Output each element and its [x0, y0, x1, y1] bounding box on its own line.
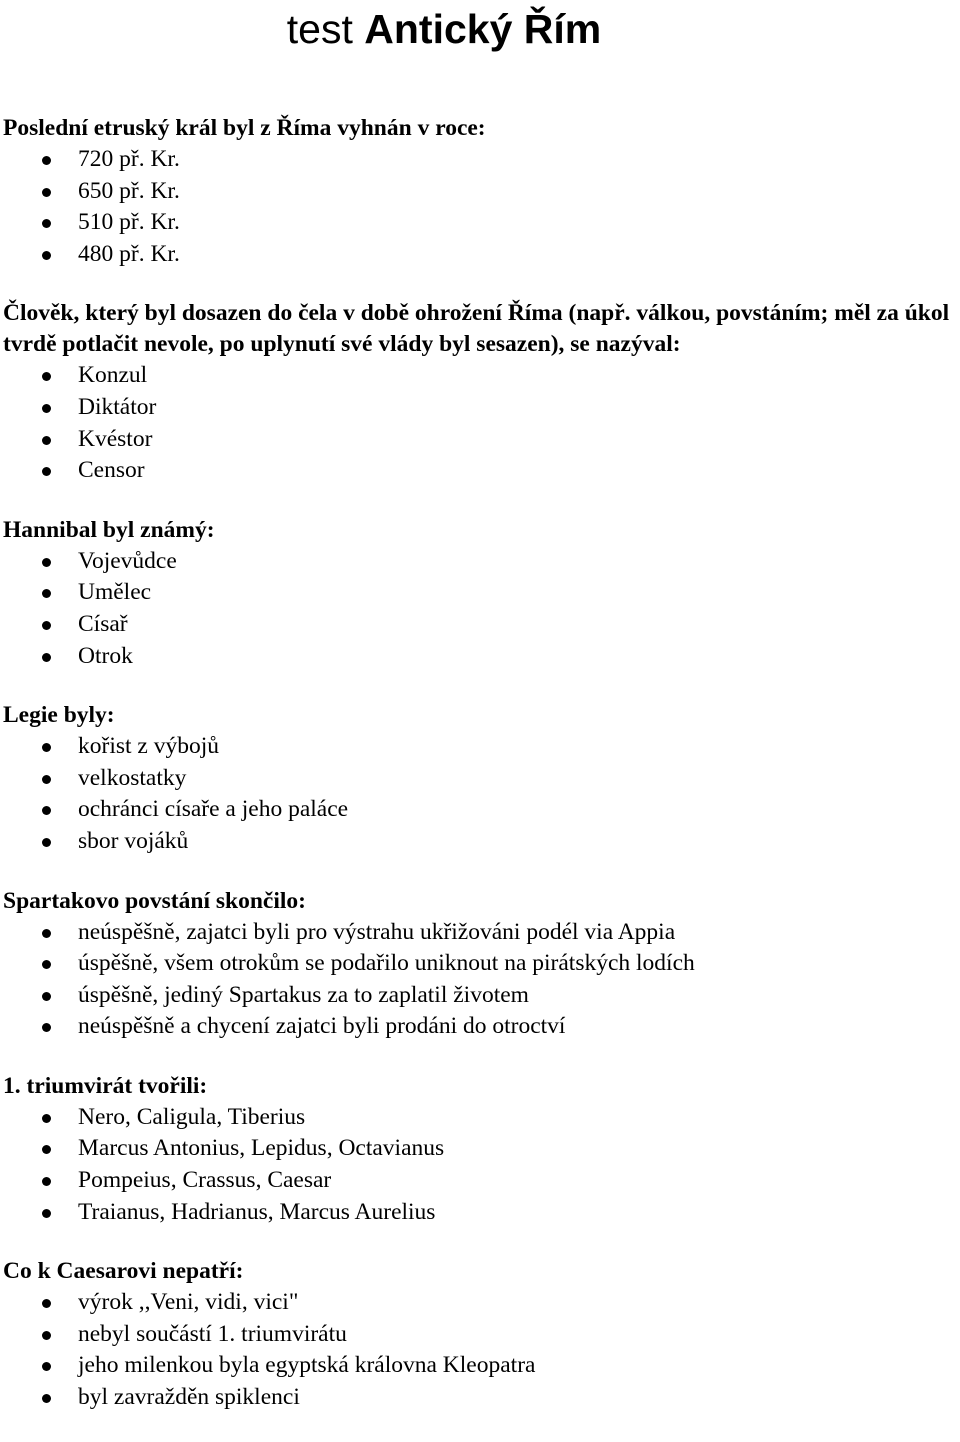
answer-option-label: Pompeius, Crassus, Caesar — [78, 1167, 332, 1194]
bullet-icon — [42, 404, 51, 413]
answer-option-label: Otrok — [78, 642, 133, 669]
answer-option — [3, 1133, 958, 1165]
answer-option — [3, 794, 958, 826]
answer-option-label: nebyl součástí 1. triumvirátu — [78, 1320, 347, 1347]
bullet-icon — [42, 156, 51, 165]
answer-option — [3, 641, 958, 673]
question-block — [3, 113, 958, 270]
answer-option-label: ochránci císaře a jeho paláce — [78, 796, 349, 823]
answer-option — [3, 546, 958, 578]
answer-option-label: kořist z výbojů — [78, 733, 219, 760]
bullet-icon — [42, 1023, 51, 1032]
answer-option — [3, 1011, 958, 1043]
answer-option-label: Censor — [78, 457, 145, 484]
question-text: Legie byly: — [3, 702, 115, 729]
bullet-icon — [42, 372, 51, 381]
answer-option-label: Kvéstor — [78, 425, 153, 452]
answer-option-label: 650 př. Kr. — [78, 177, 180, 204]
answer-options — [3, 1287, 958, 1413]
bullet-icon — [42, 806, 51, 815]
bullet-icon — [42, 1394, 51, 1403]
bullet-icon — [42, 1209, 51, 1218]
answer-option — [3, 609, 958, 641]
answer-option-label: výrok ,,Veni, vidi, vici" — [78, 1289, 299, 1316]
answer-option-label: neúspěšně, zajatci byli pro výstrahu ukřižováni podél via Appia — [78, 918, 676, 945]
answer-option-label: Vojevůdce — [78, 547, 177, 574]
answer-option — [3, 1197, 958, 1229]
answer-option — [3, 144, 958, 176]
answer-option — [3, 577, 958, 609]
bullet-icon — [42, 960, 51, 969]
answer-option — [3, 763, 958, 795]
answer-options — [3, 731, 958, 857]
answer-option-label: Umělec — [78, 579, 152, 606]
bullet-icon — [42, 558, 51, 567]
bullet-icon — [42, 188, 51, 197]
bullet-icon — [42, 929, 51, 938]
bullet-icon — [42, 1362, 51, 1371]
bullet-icon — [42, 1331, 51, 1340]
title-main: Antický Řím — [364, 6, 602, 52]
answer-options — [3, 144, 958, 270]
bullet-icon — [42, 589, 51, 598]
bullet-icon — [42, 219, 51, 228]
answer-option — [3, 207, 958, 239]
answer-option — [3, 980, 958, 1012]
answer-option — [3, 826, 958, 858]
question-block — [3, 1071, 958, 1228]
bullet-icon — [42, 1177, 51, 1186]
bullet-icon — [42, 1145, 51, 1154]
answer-option — [3, 1350, 958, 1382]
answer-option — [3, 392, 958, 424]
answer-option — [3, 1382, 958, 1414]
answer-option-label: byl zavražděn spiklenci — [78, 1384, 300, 1411]
answer-option — [3, 1102, 958, 1134]
bullet-icon — [42, 251, 51, 260]
answer-option — [3, 360, 958, 392]
answer-option-label: Nero, Caligula, Tiberius — [78, 1103, 306, 1130]
answer-options — [3, 360, 958, 486]
answer-option — [3, 1319, 958, 1351]
answer-option-label: Marcus Antonius, Lepidus, Octavianus — [78, 1135, 445, 1162]
answer-option — [3, 176, 958, 208]
answer-option — [3, 1287, 958, 1319]
question-list — [3, 113, 958, 1442]
answer-options — [3, 1102, 958, 1228]
page-title — [0, 4, 888, 54]
answer-option-label: neúspěšně a chycení zajatci byli prodáni do otroctví — [78, 1013, 566, 1040]
bullet-icon — [42, 1299, 51, 1308]
answer-option-label: Císař — [78, 610, 128, 637]
answer-option-label: Konzul — [78, 362, 148, 389]
answer-option-label: sbor vojáků — [78, 827, 189, 854]
answer-option-label: úspěšně, všem otrokům se podařilo uniknout na pirátských lodích — [78, 950, 695, 977]
bullet-icon — [42, 436, 51, 445]
answer-option-label: 480 př. Kr. — [78, 240, 180, 267]
bullet-icon — [42, 838, 51, 847]
question-block — [3, 298, 958, 486]
question-text: Spartakovo povstání skončilo: — [3, 887, 306, 914]
answer-options — [3, 546, 958, 672]
bullet-icon — [42, 775, 51, 784]
answer-option — [3, 731, 958, 763]
answer-options — [3, 917, 958, 1043]
question-text: 1. triumvirát tvořili: — [3, 1072, 208, 1099]
bullet-icon — [42, 992, 51, 1001]
title-prefix: test — [286, 6, 353, 52]
question-text: Hannibal byl známý: — [3, 516, 215, 543]
question-block — [3, 515, 958, 672]
answer-option-label: Diktátor — [78, 393, 157, 420]
question-text: Co k Caesarovi nepatří: — [3, 1258, 244, 1285]
answer-option-label: 510 př. Kr. — [78, 209, 180, 236]
answer-option — [3, 1165, 958, 1197]
answer-option — [3, 917, 958, 949]
bullet-icon — [42, 653, 51, 662]
bullet-icon — [42, 1114, 51, 1123]
answer-option-label: 720 př. Kr. — [78, 146, 180, 172]
answer-option-label: úspěšně, jediný Spartakus za to zaplatil životem — [78, 981, 529, 1008]
answer-option-label: jeho milenkou byla egyptská královna Kleopatra — [78, 1352, 536, 1379]
answer-option — [3, 239, 958, 271]
bullet-icon — [42, 467, 51, 476]
answer-option — [3, 948, 958, 980]
question-block — [3, 1256, 958, 1413]
answer-option-label: velkostatky — [78, 764, 187, 791]
bullet-icon — [42, 621, 51, 630]
question-block — [3, 700, 958, 857]
answer-option-label: Traianus, Hadrianus, Marcus Aurelius — [78, 1198, 436, 1225]
question-text: Poslední etruský král byl z Říma vyhnán v roce: — [3, 115, 486, 141]
answer-option — [3, 424, 958, 456]
bullet-icon — [42, 743, 51, 752]
question-block — [3, 886, 958, 1043]
question-text: Člověk, který byl dosazen do čela v době ohrožení Říma (např. válkou, povstáním; měl za úkol tvrdě potlačit nevole, po uplynutí své vlády byl sesazen), se nazýval: — [3, 300, 950, 358]
answer-option — [3, 455, 958, 487]
